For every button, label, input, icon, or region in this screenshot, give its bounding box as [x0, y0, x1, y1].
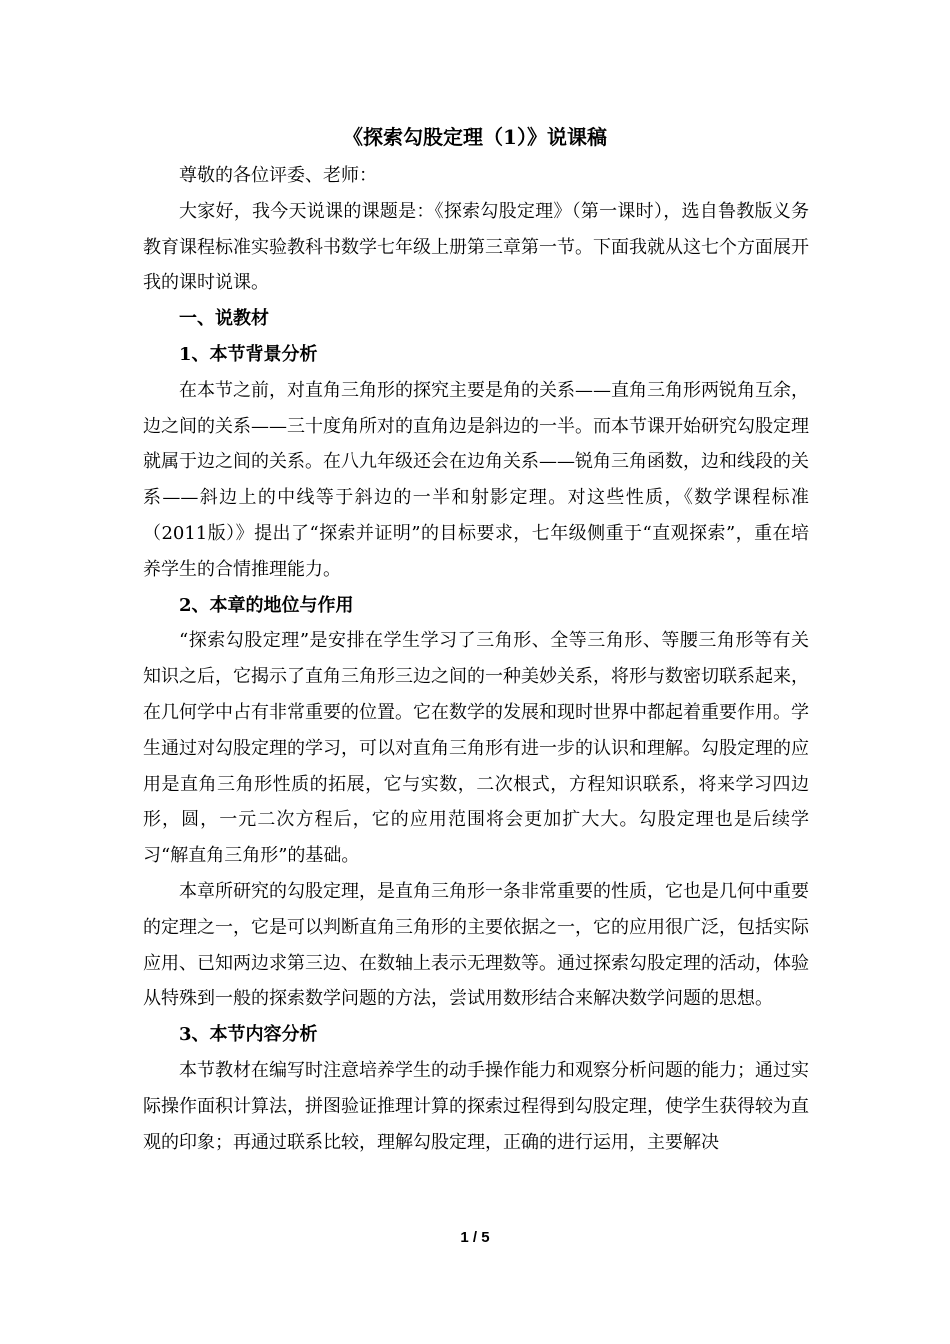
paragraph-role-2: 本章所研究的勾股定理，是直角三角形一条非常重要的性质，它也是几何中重要的定理之一，它是可以判断直角三角形的主要依据之一，它的应用很广泛，包括实际应用、已知两边求第三边、在数轴上表示无理数等。通过探索勾股定理的活动，体验从特殊到一般的探索数学问题的方法，尝试用数形结合来解决数学问题的思想。: [143, 880, 809, 1010]
intro-paragraph: 大家好，我今天说课的课题是：《探索勾股定理》（第一课时），选自鲁教版义务教育课程标准实验教科书数学七年级上册第三章第一节。下面我就从这七个方面展开我的课时说课。: [143, 200, 809, 294]
subheading-content: 3、本节内容分析: [179, 1024, 318, 1046]
paragraph-content: 本节教材在编写时注意培养学生的动手操作能力和观察分析问题的能力；通过实际操作面积计算法，拼图验证推理计算的探索过程得到勾股定理，使学生获得较为直观的印象；再通过联系比较，理解勾股定理，正确的进行运用，主要解决: [143, 1059, 809, 1153]
document-body: [143, 158, 809, 1160]
subheading-background: 1、本节背景分析: [179, 343, 318, 365]
document-title: 《探索勾股定理（1）》说课稿: [343, 125, 607, 149]
page-number: 1 / 5: [460, 1229, 490, 1246]
paragraph-background: 在本节之前，对直角三角形的探究主要是角的关系——直角三角形两锐角互余，边之间的关系——三十度角所对的直角边是斜边的一半。而本节课开始研究勾股定理就属于边之间的关系。在八九年级还会在边角关系——锐角三角函数，边和线段的关系——斜边上的中线等于斜边的一半和射影定理。对这些性质，《数学课程标准（2011版）》提出了“探索并证明”的目标要求，七年级侧重于“直观探索”，重在培养学生的合情推理能力。: [143, 379, 809, 580]
salutation: 尊敬的各位评委、老师：: [179, 165, 377, 186]
section-heading-textbook: 一、说教材: [179, 308, 269, 330]
paragraph-role-1: “探索勾股定理”是安排在学生学习了三角形、全等三角形、等腰三角形等有关知识之后，它揭示了直角三角形三边之间的一种美妙关系，将形与数密切联系起来，在几何学中占有非常重要的位置。它在数学的发展和现时世界中都起着重要作用。学生通过对勾股定理的学习，可以对直角三角形有进一步的认识和理解。勾股定理的应用是直角三角形性质的拓展，它与实数，二次根式，方程知识联系，将来学习四边形，圆，一元二次方程后，它的应用范围将会更加扩大大。勾股定理也是后续学习“解直角三角形”的基础。: [143, 630, 809, 867]
subheading-role: 2、本章的地位与作用: [179, 594, 354, 616]
